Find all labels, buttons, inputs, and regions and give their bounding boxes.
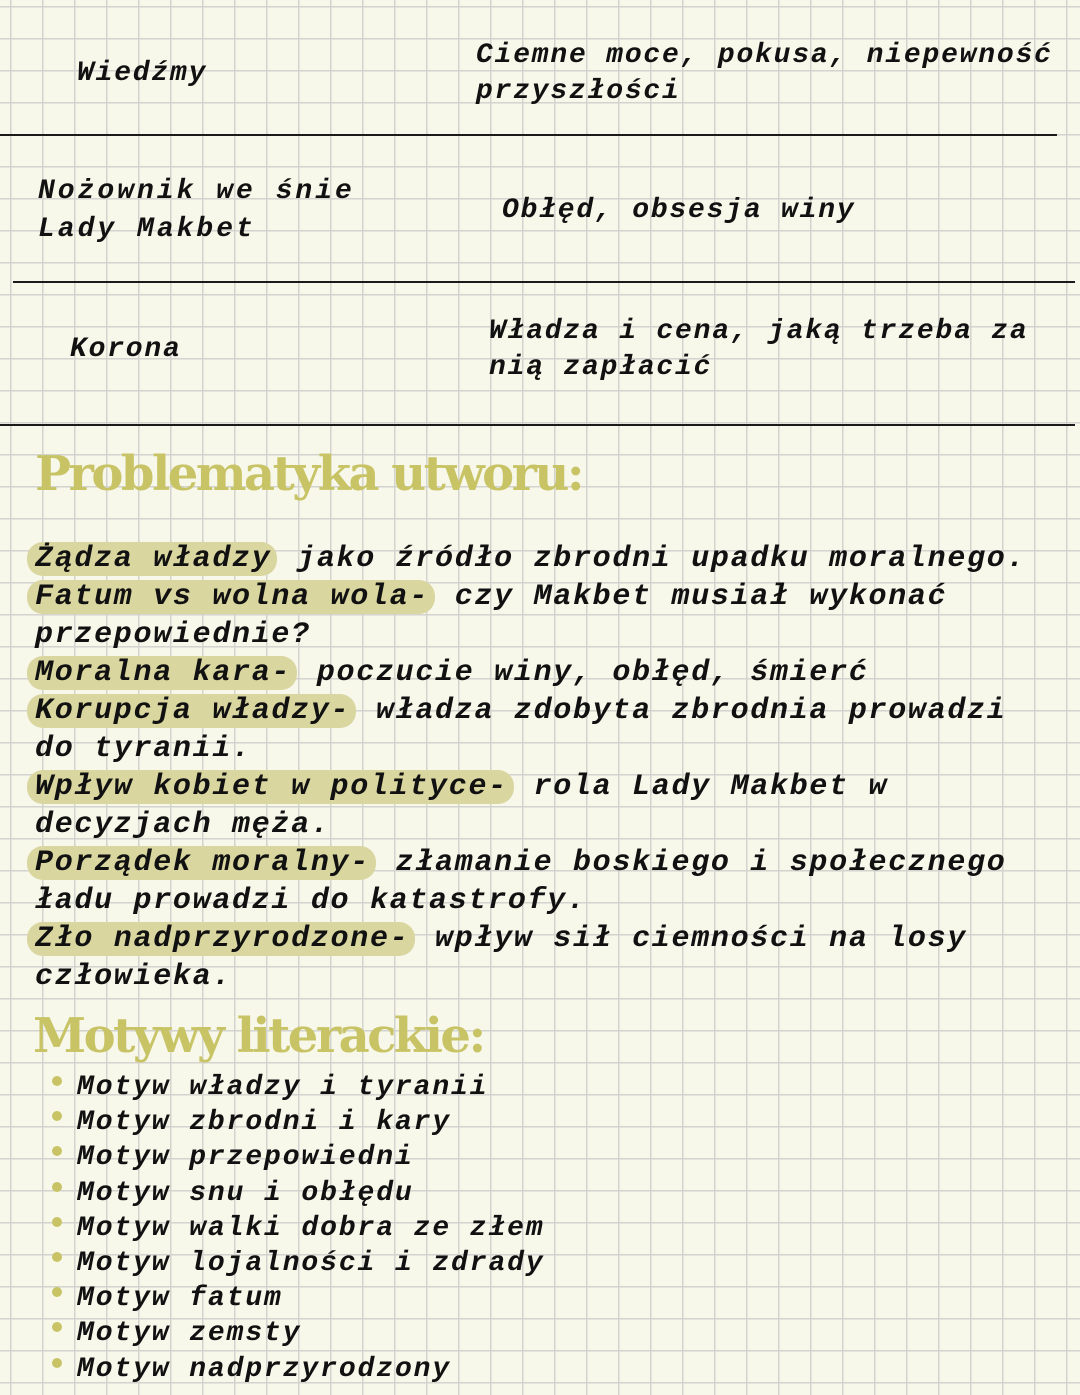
motif-item: Motyw zbrodni i kary [77,1107,452,1139]
motif-item: Motyw zemsty [77,1318,302,1350]
divider [0,134,1057,136]
problem-key: Moralna kara- [27,656,297,690]
table-meaning: Obłęd, obsesja winy [502,195,856,226]
motif-item: Motyw nadprzyrodzony [77,1353,452,1385]
table-meaning: Ciemne moce, pokusa, niepewność [476,40,1053,71]
table-symbol: Nożownik we śnie [38,176,355,207]
bullet-icon [52,1146,62,1156]
motif-item: Motyw walki dobra ze złem [77,1212,545,1244]
bullet-icon [52,1252,62,1262]
table-symbol: Korona [70,334,182,365]
problem-continuation: do tyranii. [35,732,252,766]
table-meaning: Władza i cena, jaką trzeba za [489,316,1029,347]
problem-item [35,654,869,692]
problem-continuation: przepowiednie? [35,618,311,652]
table-meaning: nią zapłacić [489,352,713,383]
divider [0,424,1075,426]
problem-continuation: decyzjach męża. [35,808,331,842]
motif-item: Motyw przepowiedni [77,1142,414,1174]
divider [13,281,1075,283]
problem-key: Żądza władzy [27,542,277,576]
problem-item [35,844,1006,882]
problem-text: wpływ sił ciemności na losy [415,922,968,956]
problem-key: Zło nadprzyrodzone- [27,922,415,956]
problem-key: Porządek moralny- [27,846,376,880]
bullet-icon [52,1182,62,1192]
problem-item [35,920,967,958]
problem-key: Wpływ kobiet w polityce- [27,770,514,804]
problem-continuation: człowieka. [35,960,233,994]
problem-key: Fatum vs wolna wola- [27,580,435,614]
bullet-icon [52,1358,62,1368]
problem-text: poczucie winy, obłęd, śmierć [297,656,869,690]
bullet-icon [52,1217,62,1227]
section-heading: Motywy literackie: [33,1008,484,1064]
motif-item: Motyw władzy i tyranii [77,1072,489,1103]
problem-item [35,768,888,806]
problem-text: rola Lady Makbet w [513,770,889,804]
problem-item [35,692,1006,730]
problem-text: jako źródło zbrodni upadku moralnego. [277,542,1027,576]
problem-continuation: ładu prowadzi do katastrofy. [35,884,587,918]
bullet-icon [52,1287,62,1297]
bullet-icon [52,1322,62,1332]
problem-text: złamanie boskiego i społecznego [375,846,1007,880]
problem-item [35,540,1026,578]
problem-text: czy Makbet musiał wykonać [435,580,948,614]
table-meaning: przyszłości [476,76,681,107]
section-heading: Problematyka utworu: [35,446,583,502]
problem-key: Korupcja władzy- [27,694,356,728]
table-symbol: Lady Makbet [38,214,256,245]
problem-text: władza zdobyta zbrodnia prowadzi [356,694,1007,728]
bullet-icon [52,1111,62,1121]
motif-item: Motyw lojalności i zdrady [77,1248,545,1279]
problem-item [35,578,947,616]
motif-item: Motyw snu i obłędu [77,1177,414,1209]
bullet-icon [52,1076,62,1086]
table-symbol: Wiedźmy [77,58,208,89]
motif-item: Motyw fatum [77,1283,283,1315]
